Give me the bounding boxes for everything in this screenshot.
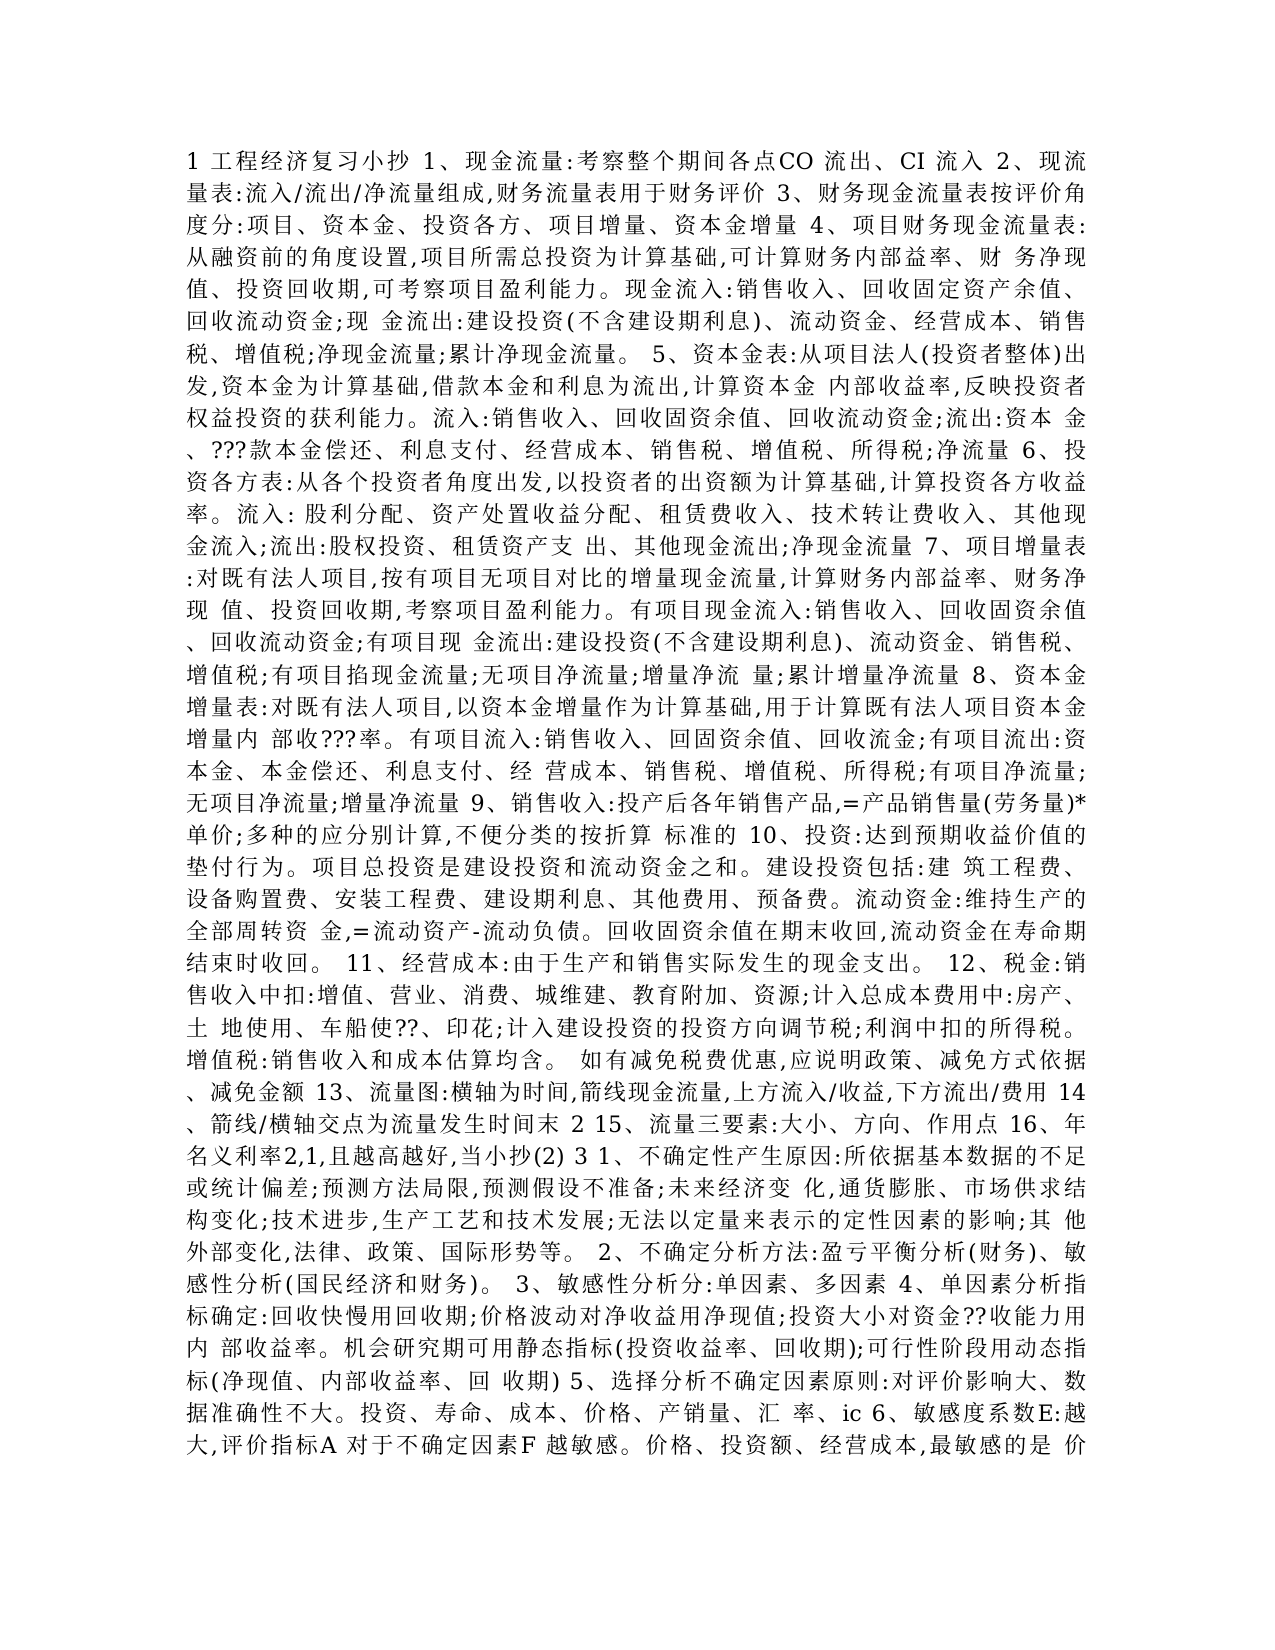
- text-line: 、回收流动资金;有项目现 金流出:建设投资(不含建设期利息)、流动资金、销售税、: [186, 631, 1086, 657]
- text-line: 大,评价指标A 对于不确定因素F 越敏感。价格、投资额、经营成本,最敏感的是 价: [186, 1433, 1086, 1459]
- text-line: 外部变化,法律、政策、国际形势等。 2、不确定分析方法:盈亏平衡分析(财务)、敏: [186, 1241, 1086, 1267]
- body-text: [186, 147, 1086, 1463]
- text-line: :对既有法人项目,按有项目无项目对比的增量现金流量,计算财务内部益率、财务净: [186, 567, 1086, 593]
- text-line: 资各方表:从各个投资者角度出发,以投资者的出资额为计算基础,计算投资各方收益: [186, 470, 1086, 496]
- text-line: 增值税:销售收入和成本估算均含。 如有减免税费优惠,应说明政策、减免方式依据: [186, 1048, 1086, 1074]
- text-line: 增值税;有项目掐现金流量;无项目净流量;增量净流 量;累计增量净流量 8、资本金: [186, 663, 1086, 689]
- text-line: 标(净现值、内部收益率、回 收期) 5、选择分析不确定因素原则:对评价影响大、数: [186, 1369, 1086, 1395]
- text-line: 感性分析(国民经济和财务)。 3、敏感性分析分:单因素、多因素 4、单因素分析指: [186, 1273, 1086, 1299]
- text-line: 结束时收回。 11、经营成本:由于生产和销售实际发生的现金支出。 12、税金:销: [186, 952, 1086, 978]
- text-line: 增量表:对既有法人项目,以资本金增量作为计算基础,用于计算既有法人项目资本金: [186, 695, 1086, 721]
- text-line: 1 工程经济复习小抄 1、现金流量:考察整个期间各点CO 流出、CI 流入 2、现流: [186, 150, 1086, 175]
- text-line: 率。流入: 股利分配、资产处置收益分配、租赁费收入、技术转让费收入、其他现: [186, 503, 1086, 529]
- text-line: 设备购置费、安装工程费、建设期利息、其他费用、预备费。流动资金:维持生产的: [186, 888, 1086, 914]
- text-line: 、箭线/横轴交点为流量发生时间末 2 15、流量三要素:大小、方向、作用点 16、年: [186, 1112, 1086, 1138]
- text-line: 或统计偏差;预测方法局限,预测假设不准备;未来经济变 化,通货膨胀、市场供求结: [186, 1177, 1086, 1202]
- text-line: 标确定:回收快慢用回收期;价格波动对净收益用净现值;投资大小对资金??收能力用: [186, 1305, 1086, 1331]
- text-line: 权益投资的获利能力。流入:销售收入、回收固资余值、回收流动资金;流出:资本 金: [186, 406, 1086, 432]
- text-line: 值、投资回收期,可考察项目盈利能力。现金流入:销售收入、回收固定资产余值、: [186, 278, 1086, 304]
- text-line: 发,资本金为计算基础,借款本金和利息为流出,计算资本金 内部收益率,反映投资者: [186, 374, 1086, 400]
- text-line: 本金、本金偿还、利息支付、经 营成本、销售税、增值税、所得税;有项目净流量;: [186, 759, 1086, 785]
- text-line: 现 值、投资回收期,考察项目盈利能力。有项目现金流入:销售收入、回收固资余值: [186, 599, 1086, 625]
- text-line: 单价;多种的应分别计算,不便分类的按折算 标准的 10、投资:达到预期收益价值的: [186, 823, 1086, 849]
- text-line: 回收流动资金;现 金流出:建设投资(不含建设期利息)、流动资金、经营成本、销售: [186, 310, 1086, 336]
- text-line: 、减免金额 13、流量图:横轴为时间,箭线现金流量,上方流入/收益,下方流出/费用 14: [186, 1080, 1086, 1106]
- text-line: 构变化;技术进步,生产工艺和技术发展;无法以定量来表示的定性因素的影响;其 他: [186, 1209, 1086, 1235]
- text-line: 无项目净流量;增量净流量 9、销售收入:投产后各年销售产品,=产品销售量(劳务量)*: [186, 791, 1086, 817]
- text-line: 名义利率2,1,且越高越好,当小抄(2) 3 1、不确定性产生原因:所依据基本数据的不足: [186, 1144, 1086, 1170]
- text-line: 金流入;流出:股权投资、租赁资产支 出、其他现金流出;净现金流量 7、项目增量表: [186, 535, 1086, 561]
- text-line: 税、增值税;净现金流量;累计净现金流量。 5、资本金表:从项目法人(投资者整体)出: [186, 342, 1086, 368]
- text-line: 垫付行为。项目总投资是建设投资和流动资金之和。建设投资包括:建 筑工程费、: [186, 856, 1086, 882]
- text-line: 、???款本金偿还、利息支付、经营成本、销售税、增值税、所得税;净流量 6、投: [186, 438, 1086, 464]
- text-line: 量表:流入/流出/净流量组成,财务流量表用于财务评价 3、财务现金流量表按评价角: [186, 182, 1086, 208]
- text-line: 度分:项目、资本金、投资各方、项目增量、资本金增量 4、项目财务现金流量表:: [186, 214, 1086, 240]
- text-line: 内 部收益率。机会研究期可用静态指标(投资收益率、回收期);可行性阶段用动态指: [186, 1337, 1086, 1363]
- text-line: 据准确性不大。投资、寿命、成本、价格、产销量、汇 率、ic 6、敏感度系数E:越: [186, 1401, 1086, 1427]
- text-line: 全部周转资 金,=流动资产-流动负债。回收固资余值在期末收回,流动资金在寿命期: [186, 920, 1086, 946]
- text-line: 增量内 部收???率。有项目流入:销售收入、回固资余值、回收流金;有项目流出:资: [186, 727, 1086, 753]
- text-line: 从融资前的角度设置,项目所需总投资为计算基础,可计算财务内部益率、财 务净现: [186, 246, 1086, 272]
- text-line: 售收入中扣:增值、营业、消费、城维建、教育附加、资源;计入总成本费用中:房产、: [186, 984, 1086, 1010]
- text-line: 土 地使用、车船使??、印花;计入建设投资的投资方向调节税;利润中扣的所得税。: [186, 1016, 1086, 1042]
